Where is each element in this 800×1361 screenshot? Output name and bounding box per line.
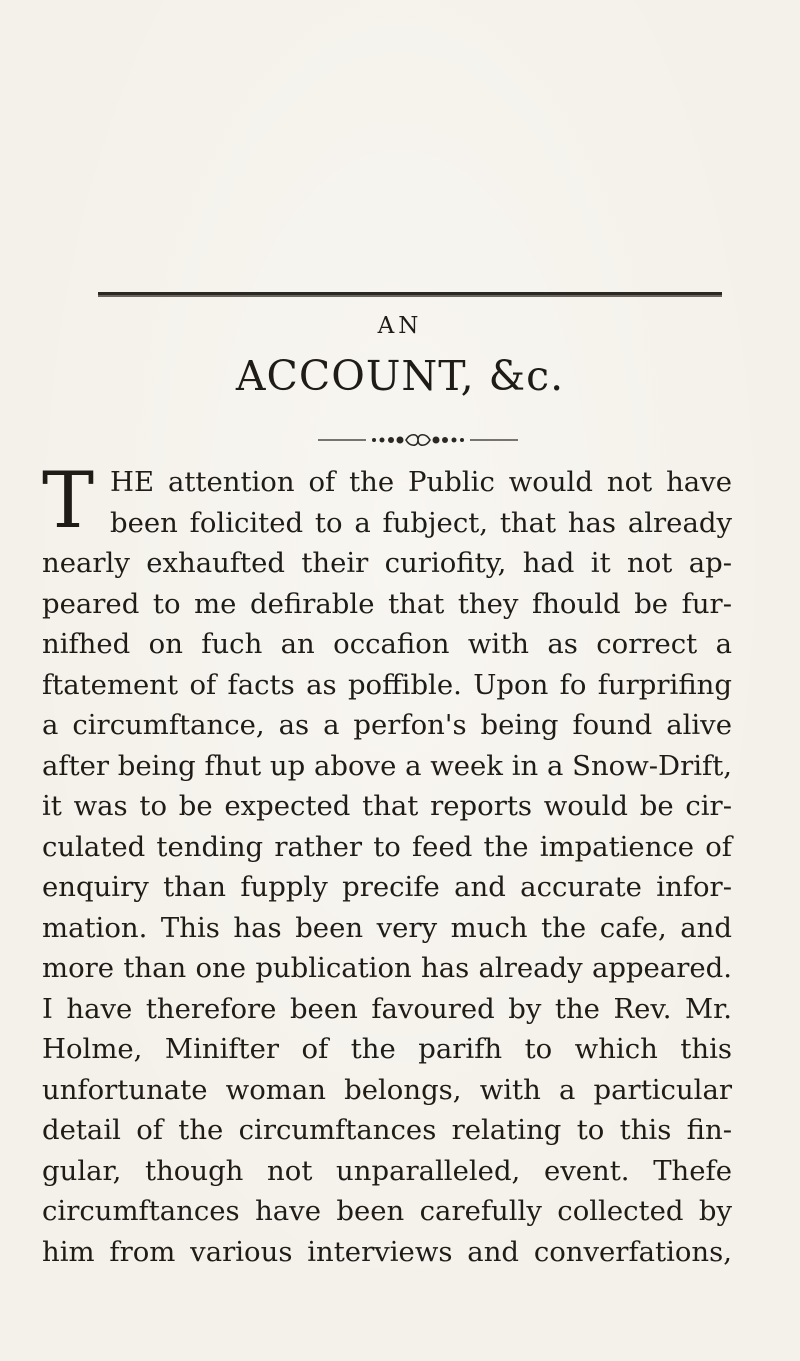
text-line: mation. This has been very much the cafe, and [42,911,732,944]
text-line: Holme, Minifter of the parifh to which this [42,1033,732,1065]
text-line: I have therefore been favoured by the Rev. Mr. [42,992,732,1025]
text-line: detail of the circumftances relating to this fin- [42,1114,732,1146]
text-line: more than one publication has already appeared. [42,952,732,984]
ornament-rule-icon [318,432,518,448]
text-line: him from various interviews and converfations, [42,1235,732,1268]
text-line: gular, though not unparalleled, event. Thefe [42,1154,732,1187]
text-line: enquiry than fupply precife and accurate infor- [42,871,732,903]
text-line: ftatement of facts as poffible. Upon fo furprifing [42,668,732,701]
text-line: HE attention of the Public would not have [110,466,732,498]
text-line: a circumftance, as a perfon's being found alive [42,709,732,741]
text-line: nearly exhaufted their curiofity, had it not ap- [42,547,732,579]
top-rule [98,292,722,297]
text-line: unfortunate woman belongs, with a particular [42,1073,732,1106]
body-paragraph [42,456,732,1272]
heading-account: ACCOUNT, &c. [235,352,565,400]
heading-an: AN [377,313,423,339]
drop-cap: T [42,456,95,546]
text-line: circumftances have been carefully collected by [42,1195,732,1227]
text-line: after being fhut up above a week in a Snow-Drift, [42,749,732,782]
text-line: peared to me defirable that they fhould be fur- [42,587,732,620]
text-line: it was to be expected that reports would be cir- [42,790,732,822]
text-line: been folicited to a fubject, that has already [110,506,732,539]
text-line: nifhed on fuch an occafion with as correct a [42,628,732,660]
text-line: culated tending rather to feed the impatience of [42,830,732,863]
